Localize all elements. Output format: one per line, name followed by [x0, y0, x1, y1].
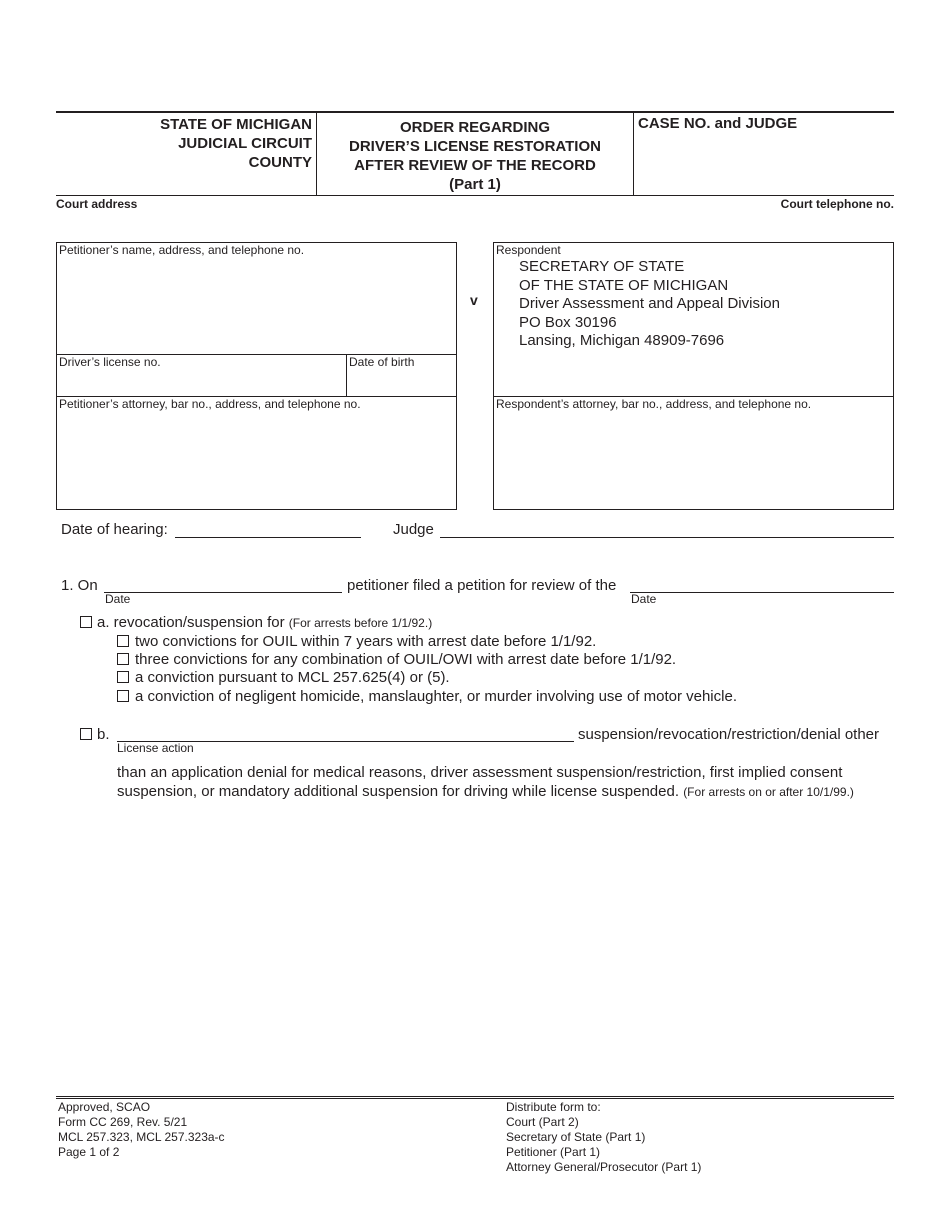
form-title-line-4: (Part 1): [449, 176, 501, 193]
drivers-license-field[interactable]: [58, 370, 344, 395]
option-a-checkbox[interactable]: [80, 616, 92, 628]
header-top-rule: [56, 111, 894, 113]
distribution-court: Court (Part 2): [506, 1115, 579, 1129]
respondent-line-3: Driver Assessment and Appeal Division: [519, 295, 780, 313]
court-phone-label: Court telephone no.: [780, 197, 894, 211]
option-a4-checkbox[interactable]: [117, 690, 129, 702]
option-b-after-text: suspension/revocation/restriction/denial other: [578, 726, 880, 743]
header-divider-left: [316, 112, 317, 196]
form-title-line-2: DRIVER’S LICENSE RESTORATION: [349, 138, 601, 155]
hearing-date-label: Date of hearing:: [61, 521, 168, 538]
option-a-note: (For arrests before 1/1/92.): [288, 616, 433, 630]
case-number-field[interactable]: [635, 135, 893, 193]
court-address-label: Court address: [56, 197, 138, 211]
option-a1-text: two convictions for OUIL within 7 years with arrest date before 1/1/92.: [135, 633, 597, 650]
respondent-line-5: Lansing, Michigan 48909-7696: [519, 332, 725, 350]
review-date-field[interactable]: [630, 592, 894, 593]
option-a4-text: a conviction of negligent homicide, manslaughter, or murder involving use of motor vehicle.: [135, 688, 737, 705]
petition-filed-date-field[interactable]: [104, 592, 342, 593]
option-b-continuation: [117, 763, 894, 802]
footer-page-number: Page 1 of 2: [58, 1145, 120, 1159]
form-title: [318, 118, 632, 194]
option-a1-checkbox[interactable]: [117, 635, 129, 647]
option-a2-checkbox[interactable]: [117, 653, 129, 665]
petitioner-attorney-field[interactable]: [58, 412, 455, 508]
versus-label: v: [470, 292, 478, 308]
option-b-line-2: suspension, or mandatory additional suspension for driving while license suspended.: [117, 783, 680, 800]
court-jurisdiction: [60, 115, 312, 172]
respondent-label: Respondent: [496, 243, 561, 257]
distribution-petitioner: Petitioner (Part 1): [506, 1145, 601, 1159]
footer-distribution: [506, 1100, 701, 1175]
option-a-text: [97, 614, 432, 631]
option-a-label: a. revocation/suspension for: [97, 614, 285, 631]
date-of-birth-label: Date of birth: [349, 355, 415, 369]
form-title-line-1: ORDER REGARDING: [399, 119, 550, 136]
petitioner-name-label: Petitioner’s name, address, and telephone no.: [59, 243, 305, 257]
hearing-date-field[interactable]: [175, 537, 361, 538]
option-a3-checkbox[interactable]: [117, 671, 129, 683]
respondent-address: [519, 258, 780, 351]
respondent-attorney-label: Respondent’s attorney, bar no., address, and telephone no.: [496, 397, 812, 411]
judge-field[interactable]: [440, 537, 894, 538]
respondent-attorney-field[interactable]: [495, 412, 892, 508]
petition-date-caption: Date: [105, 592, 131, 606]
option-a3-text: a conviction pursuant to MCL 257.625(4) or (5).: [135, 669, 450, 686]
date-of-birth-field[interactable]: [348, 370, 455, 395]
review-date-caption: Date: [631, 592, 657, 606]
option-b-line-2-wrap: [117, 782, 894, 802]
respondent-line-1: SECRETARY OF STATE: [519, 258, 685, 275]
county-label: COUNTY: [248, 154, 312, 171]
respondent-line-4: PO Box 30196: [519, 313, 617, 331]
footer-rule-2: [56, 1098, 894, 1099]
license-dob-divider: [346, 354, 347, 397]
state-name: STATE OF MICHIGAN: [160, 116, 312, 133]
footer-form-number: Form CC 269, Rev. 5/21: [58, 1115, 188, 1129]
header-divider-right: [633, 112, 634, 196]
footer-left: [58, 1100, 225, 1160]
option-b-line-1: than an application denial for medical reasons, driver assessment suspension/restriction, first implied consent: [117, 764, 843, 781]
item1-prefix: 1. On: [61, 577, 98, 594]
distribution-sos: Secretary of State (Part 1): [506, 1130, 646, 1144]
distribution-heading: Distribute form to:: [506, 1100, 601, 1114]
judge-label: Judge: [393, 521, 434, 538]
item1-middle-text: petitioner filed a petition for review of the: [347, 577, 617, 594]
footer-rule-1: [56, 1096, 894, 1097]
distribution-ag: Attorney General/Prosecutor (Part 1): [506, 1160, 702, 1174]
petitioner-name-field[interactable]: [58, 258, 455, 352]
respondent-line-2: OF THE STATE OF MICHIGAN: [519, 276, 729, 294]
option-b-note: (For arrests on or after 10/1/99.): [683, 785, 854, 799]
option-a2-text: three convictions for any combination of OUIL/OWI with arrest date before 1/1/92.: [135, 651, 677, 668]
circuit-label: JUDICIAL CIRCUIT: [178, 135, 312, 152]
license-action-caption: License action: [117, 741, 194, 755]
form-title-line-3: AFTER REVIEW OF THE RECORD: [354, 157, 596, 174]
drivers-license-label: Driver’s license no.: [59, 355, 161, 369]
header-bottom-rule: [56, 195, 894, 196]
petitioner-attorney-label: Petitioner’s attorney, bar no., address, and telephone no.: [59, 397, 361, 411]
footer-statute: MCL 257.323, MCL 257.323a-c: [58, 1130, 225, 1144]
option-b-label: b.: [97, 726, 110, 743]
footer-approved: Approved, SCAO: [58, 1100, 151, 1114]
option-b-checkbox[interactable]: [80, 728, 92, 740]
case-number-judge-label: CASE NO. and JUDGE: [638, 115, 798, 132]
